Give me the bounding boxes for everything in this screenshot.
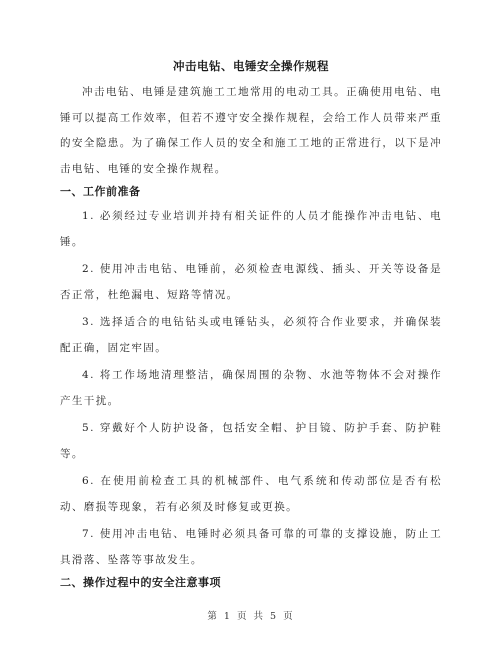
page-number-footer: 第 1 页 共 5 页 <box>207 611 295 622</box>
list-item: 1. 必须经过专业培训并持有相关证件的人员才能操作冲击电钻、电锤。 <box>60 210 442 248</box>
document-title: 冲击电钻、电锤安全操作规程 <box>173 59 329 73</box>
section-heading-preparation: 一、工作前准备 <box>60 185 141 198</box>
list-item: 3. 选择适合的电钻钻头或电锤钻头，必须符合作业要求，并确保装配正确，固定牢固。 <box>60 316 442 354</box>
list-item: 2. 使用冲击电钻、电锤前，必须检查电源线、插头、开关等设备是否正常，杜绝漏电、短路等情况。 <box>60 263 442 301</box>
section-heading-operation: 二、操作过程中的安全注意事项 <box>60 576 221 589</box>
list-item: 5. 穿戴好个人防护设备，包括安全帽、护目镜、防护手套、防护鞋等。 <box>60 422 442 460</box>
intro-paragraph: 冲击电钻、电锤是建筑施工工地常用的电动工具。正确使用电钻、电锤可以提高工作效率，但若不遵守安全操作规程，会给工作人员带来严重的安全隐患。为了确保工作人员的安全和施工工地的正常进行，以下是冲击电钻、电锤的安全操作规程。 <box>60 86 442 175</box>
list-item: 7. 使用冲击电钻、电锤时必须具备可靠的可靠的支撑设施，防止工具滑落、坠落等事故发生。 <box>60 528 442 566</box>
list-item: 4. 将工作场地清理整洁，确保周围的杂物、水池等物体不会对操作产生干扰。 <box>60 369 442 407</box>
list-item: 6. 在使用前检查工具的机械部件、电气系统和传动部位是否有松动、磨损等现象，若有必须及时修复或更换。 <box>60 475 442 513</box>
